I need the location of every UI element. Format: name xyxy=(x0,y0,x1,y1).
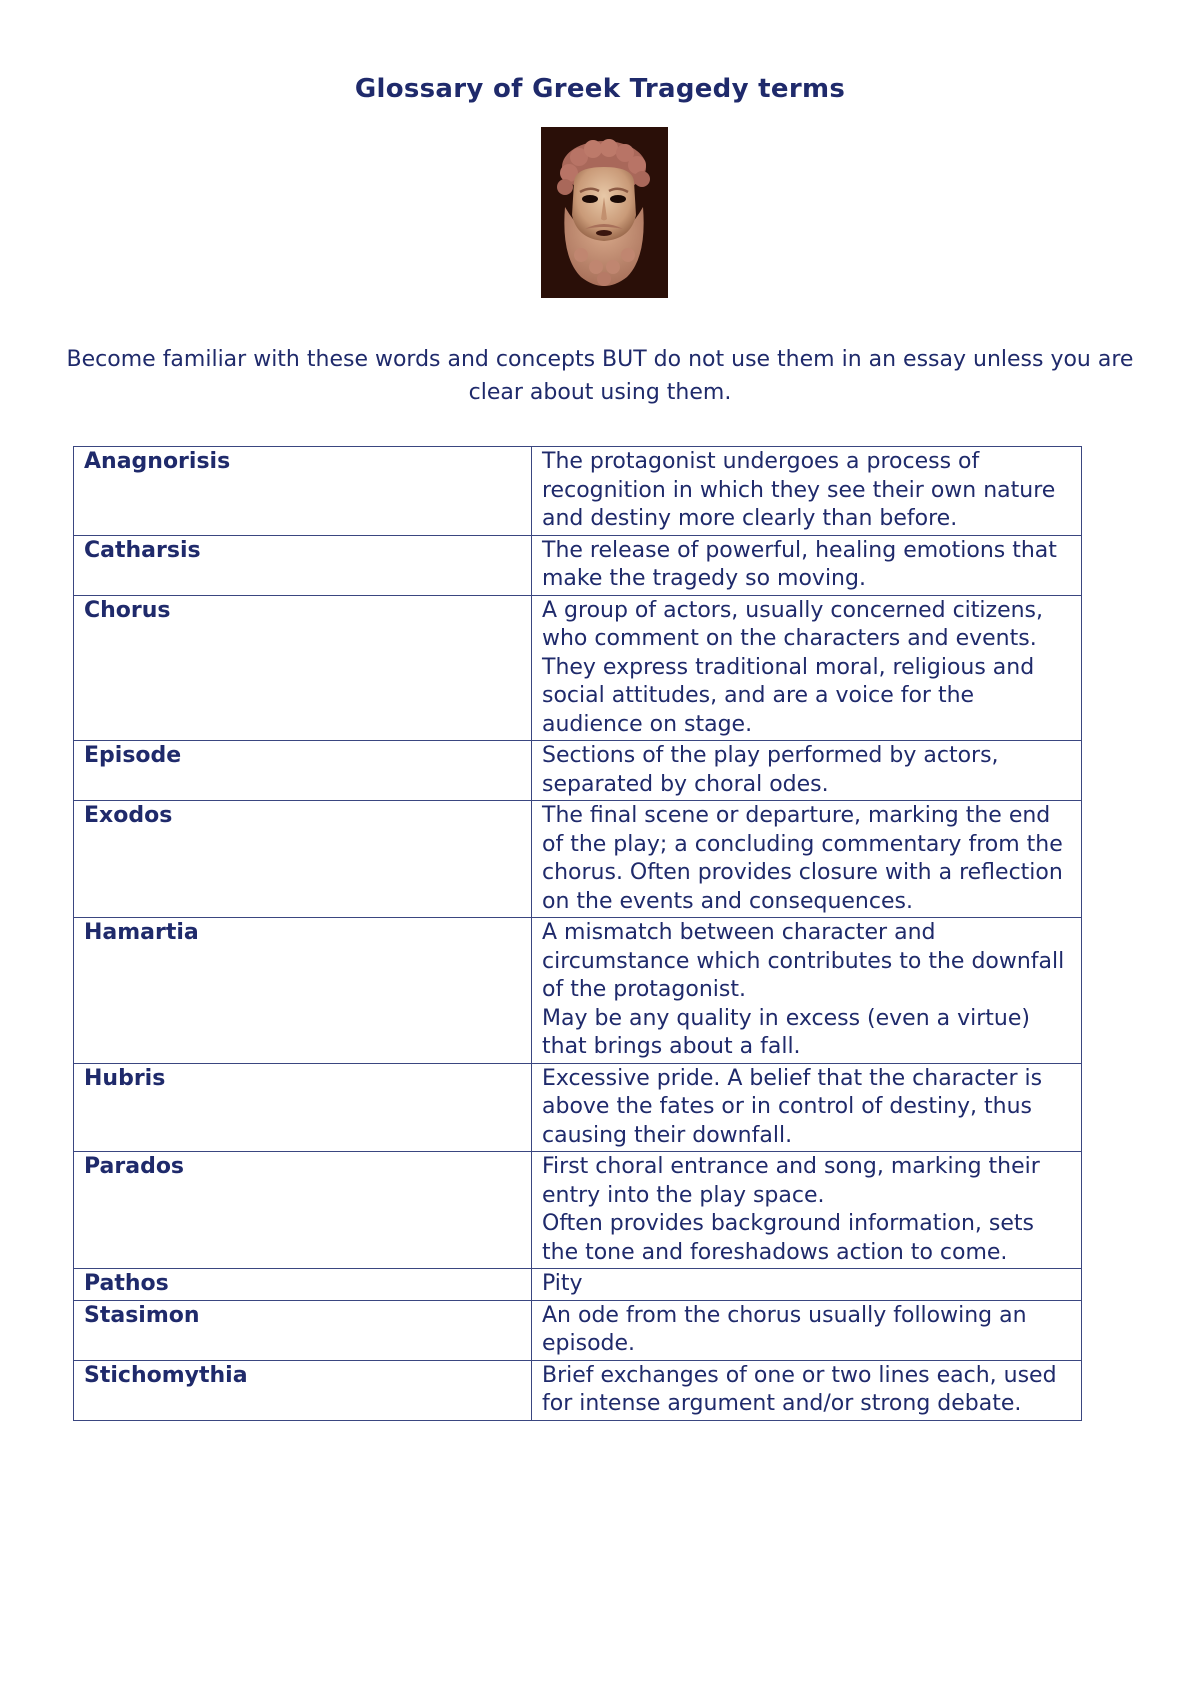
glossary-table xyxy=(73,446,1082,1421)
definition-text: Brief exchanges of one or two lines each, used for intense argument and/or strong debate. xyxy=(542,1362,1057,1416)
definition-text: An ode from the chorus usually following an episode. xyxy=(542,1302,1027,1356)
table-row xyxy=(74,741,1082,801)
glossary-term: Stasimon xyxy=(74,1300,532,1360)
glossary-definition xyxy=(532,1063,1082,1152)
table-row xyxy=(74,447,1082,536)
glossary-definition xyxy=(532,1300,1082,1360)
glossary-term: Stichomythia xyxy=(74,1360,532,1420)
glossary-definition xyxy=(532,918,1082,1064)
glossary-definition xyxy=(532,801,1082,918)
glossary-term: Episode xyxy=(74,741,532,801)
glossary-term: Hamartia xyxy=(74,918,532,1064)
definition-text: A group of actors, usually concerned citizens, who comment on the characters and events. They express traditional moral, religious and social attitudes, and are a voice for the audience on stage. xyxy=(542,597,1044,737)
glossary-term: Chorus xyxy=(74,595,532,741)
table-row xyxy=(74,1360,1082,1420)
definition-text: The protagonist undergoes a process of recognition in which they see their own nature and destiny more clearly than before. xyxy=(542,449,1056,531)
glossary-term: Hubris xyxy=(74,1063,532,1152)
glossary-definition xyxy=(532,1269,1082,1301)
page-title: Glossary of Greek Tragedy terms xyxy=(354,74,846,104)
glossary-definition xyxy=(532,741,1082,801)
table-row xyxy=(74,595,1082,741)
greek-mask-image xyxy=(541,127,668,298)
definition-text: Sections of the play performed by actors, separated by choral odes. xyxy=(542,743,999,797)
definition-text: Often provides background information, sets the tone and foreshadows action to come. xyxy=(542,1211,1035,1265)
glossary-term: Parados xyxy=(74,1152,532,1269)
definition-text: A mismatch between character and circumstance which contributes to the downfall of the protagonist. xyxy=(542,920,1065,1002)
table-row xyxy=(74,918,1082,1064)
definition-text: May be any quality in excess (even a virtue) that brings about a fall. xyxy=(542,1005,1030,1059)
definition-text: Pity xyxy=(542,1271,583,1296)
table-row xyxy=(74,1269,1082,1301)
table-row xyxy=(74,535,1082,595)
glossary-definition xyxy=(532,1360,1082,1420)
table-row xyxy=(74,1152,1082,1269)
glossary-definition xyxy=(532,535,1082,595)
glossary-definition xyxy=(532,595,1082,741)
glossary-term: Pathos xyxy=(74,1269,532,1301)
glossary-definition xyxy=(532,447,1082,536)
glossary-definition xyxy=(532,1152,1082,1269)
glossary-term: Exodos xyxy=(74,801,532,918)
definition-text: First choral entrance and song, marking their entry into the play space. xyxy=(542,1154,1040,1208)
table-row xyxy=(74,1300,1082,1360)
glossary-term: Anagnorisis xyxy=(74,447,532,536)
glossary-term: Catharsis xyxy=(74,535,532,595)
intro-paragraph: Become familiar with these words and concepts BUT do not use them in an essay unless you are clear about using them. xyxy=(66,347,1134,405)
table-row xyxy=(74,801,1082,918)
table-row xyxy=(74,1063,1082,1152)
definition-text: Excessive pride. A belief that the character is above the fates or in control of destiny, thus causing their downfall. xyxy=(542,1065,1043,1148)
definition-text: The final scene or departure, marking the end of the play; a concluding commentary from the chorus. Often provides closure with a reflection on the events and consequences. xyxy=(542,803,1063,914)
definition-text: The release of powerful, healing emotions that make the tragedy so moving. xyxy=(542,537,1057,591)
